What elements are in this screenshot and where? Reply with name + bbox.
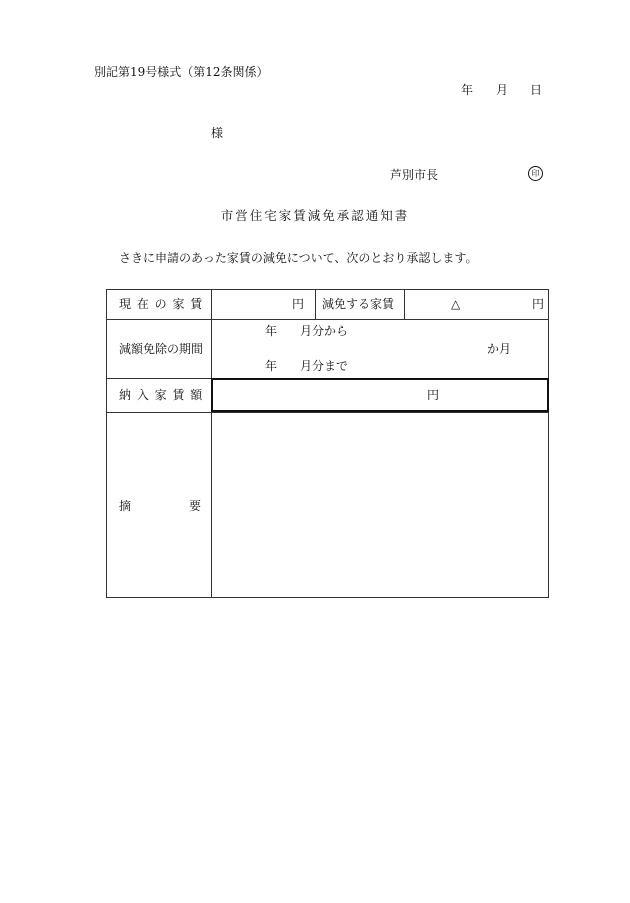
period-months-unit: か月: [487, 342, 512, 356]
period-from-year: 年: [265, 324, 278, 338]
reduction-amount-unit: 円: [532, 297, 545, 311]
reduction-prefix: △: [451, 297, 461, 311]
remarks-field: [213, 414, 547, 594]
period-from-month: 月分から: [300, 324, 349, 338]
intro-text: さきに申請のあった家賃の減免について、次のとおり承認します。: [119, 251, 478, 265]
current-rent-label: 現 在 の 家 賃: [119, 297, 204, 311]
row-divider: [107, 319, 548, 320]
row-divider: [107, 412, 548, 413]
issuer-name: 芦別市長: [390, 168, 439, 182]
column-divider: [211, 290, 212, 597]
date-month-label: 月: [496, 83, 509, 97]
form-label: 別記第19号様式（第12条関係）: [94, 65, 269, 79]
addressee-suffix: 様: [211, 126, 224, 140]
date-day-label: 日: [530, 83, 543, 97]
remarks-label-right: 要: [189, 499, 202, 513]
column-divider: [315, 290, 316, 319]
reduction-amount-label: 減免する家賃: [322, 297, 395, 311]
current-rent-unit: 円: [292, 297, 305, 311]
payment-amount-unit: 円: [427, 388, 440, 402]
payment-amount-field: [211, 378, 549, 412]
period-to-month: 月分まで: [300, 359, 349, 373]
seal-icon: 印: [528, 166, 543, 181]
remarks-label-left: 摘: [119, 499, 132, 513]
notice-table: [106, 289, 549, 598]
date-year-label: 年: [461, 83, 474, 97]
document-title: 市営住宅家賃減免承認通知書: [220, 208, 410, 223]
reduction-period-label: 減額免除の期間: [119, 342, 204, 356]
payment-amount-label: 納 入 家 賃 額: [119, 388, 204, 402]
column-divider: [404, 290, 405, 319]
period-to-year: 年: [265, 359, 278, 373]
